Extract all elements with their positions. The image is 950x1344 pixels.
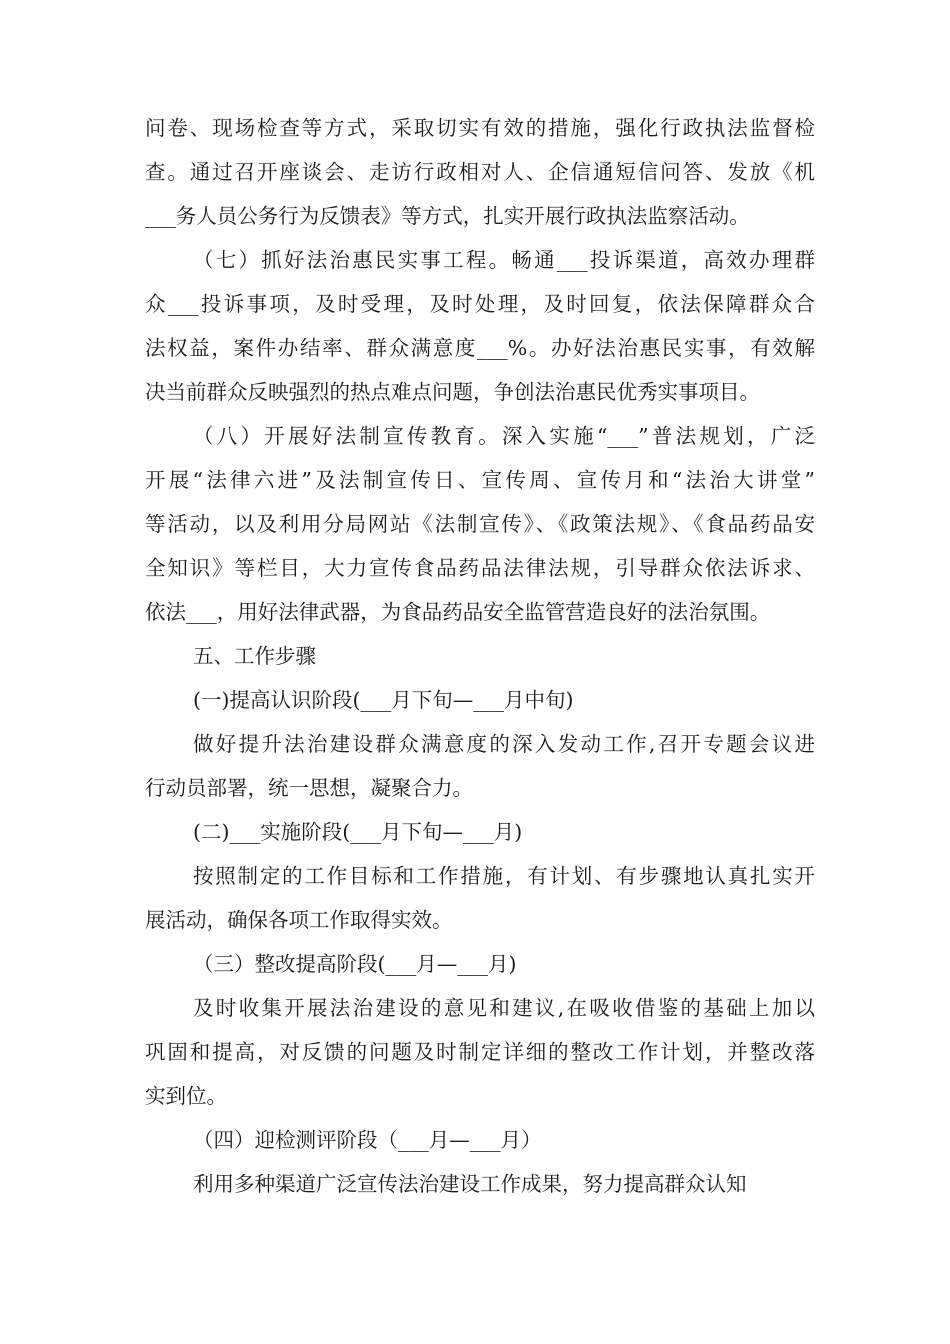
stage-heading-1: (一)提高认识阶段(___月下旬—___月中旬) [193, 688, 574, 712]
text-line: 查。通过召开座谈会、走访行政相对人、企信通短信问答、发放《机 [145, 160, 815, 184]
section-heading-7: （七）抓好法治惠民实事工程。畅通___投诉渠道，高效办理群 [193, 248, 815, 272]
text-line: 做好提升法治建设群众满意度的深入发动工作,召开专题会议进 [193, 732, 815, 756]
text-line: 众___投诉事项，及时受理，及时处理，及时回复，依法保障群众合 [145, 292, 815, 316]
text-line: 决当前群众反映强烈的热点难点问题，争创法治惠民优秀实事项目。 [145, 380, 760, 404]
text-line: 依法___，用好法律武器，为食品药品安全监管营造良好的法治氛围。 [145, 600, 771, 624]
text-line: 等活动，以及利用分局网站《法制宣传》、《政策法规》、《食品药品安 [145, 512, 815, 536]
stage-heading-4: （四）迎检测评阶段（___月—___月） [193, 1128, 542, 1152]
text-line: 及时收集开展法治建设的意见和建议,在吸收借鉴的基础上加以 [193, 996, 815, 1020]
text-line: 全知识》等栏目，大力宣传食品药品法律法规，引导群众依法诉求、 [145, 556, 815, 580]
text-line: 展活动，确保各项工作取得实效。 [145, 908, 453, 932]
text-line: 巩固和提高，对反馈的问题及时制定详细的整改工作计划，并整改落 [145, 1040, 815, 1064]
stage-heading-3: （三）整改提高阶段(___月—___月) [193, 952, 517, 976]
stage-heading-2: (二)___实施阶段(___月下旬—___月) [193, 820, 523, 844]
text-line: 行动员部署，统一思想，凝聚合力。 [145, 776, 473, 800]
section-heading-8: （八）开展好法制宣传教育。深入实施“___”普法规划，广泛 [193, 424, 815, 448]
text-line: 利用多种渠道广泛宣传法治建设工作成果，努力提高群众认知 [193, 1172, 747, 1196]
chapter-heading-5: 五、工作步骤 [193, 644, 316, 668]
text-line: ___务人员公务行为反馈表》等方式，扎实开展行政执法监察活动。 [145, 204, 750, 228]
text-line: 实到位。 [145, 1084, 227, 1108]
text-line: 问卷、现场检查等方式，采取切实有效的措施，强化行政执法监督检 [145, 116, 815, 140]
text-line: 按照制定的工作目标和工作措施，有计划、有步骤地认真扎实开 [193, 864, 815, 888]
text-line: 开展“法律六进”及法制宣传日、宣传周、宣传月和“法治大讲堂” [145, 468, 815, 492]
text-line: 法权益，案件办结率、群众满意度___%。办好法治惠民实事，有效解 [145, 336, 815, 360]
